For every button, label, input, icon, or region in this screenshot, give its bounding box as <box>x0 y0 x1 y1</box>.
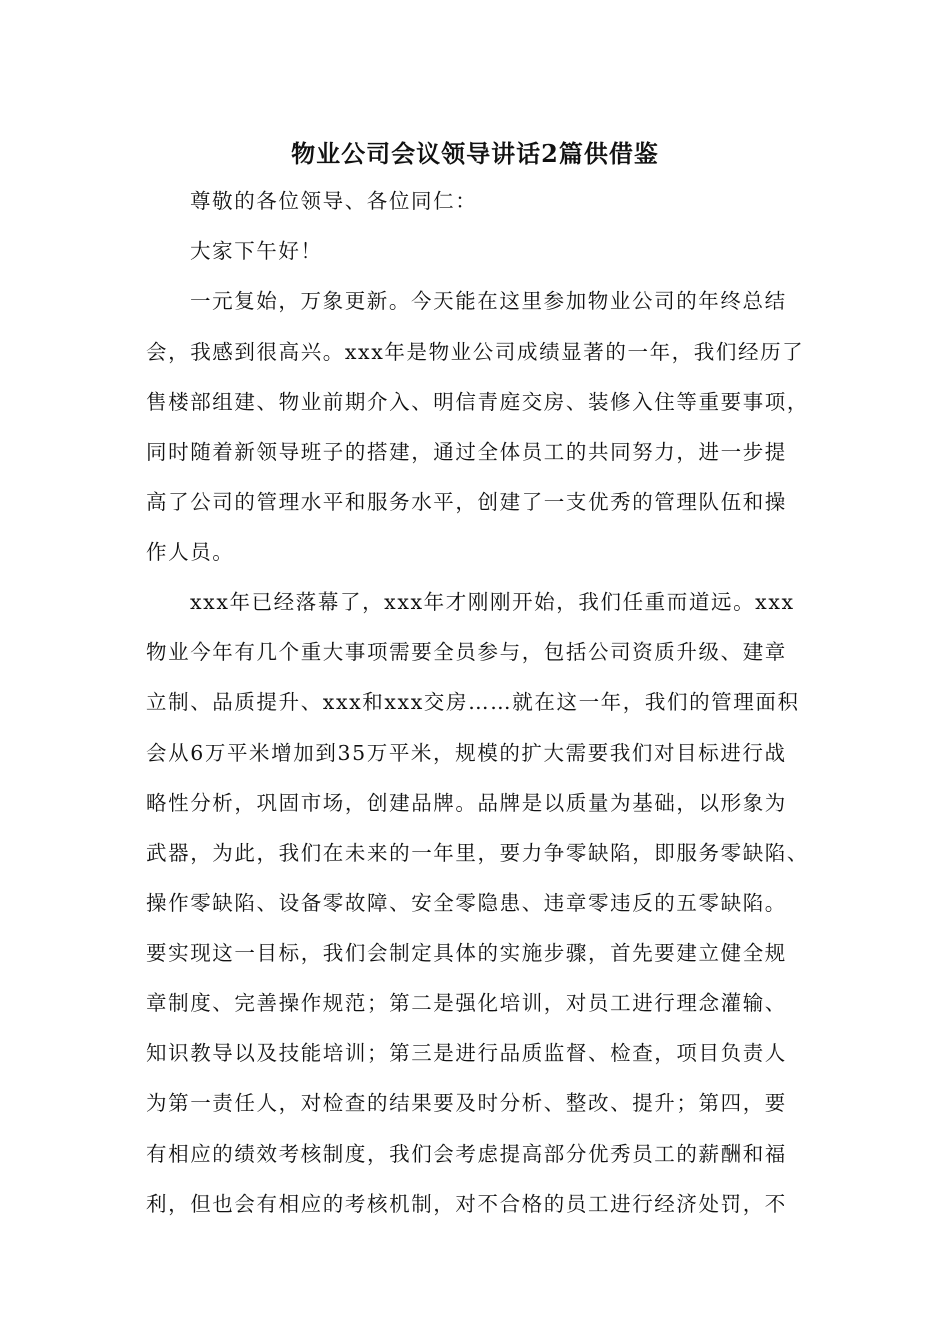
paragraph-2-line: 会从6万平米增加到35万平米，规模的扩大需要我们对目标进行战 <box>146 741 787 765</box>
paragraph-1-line: 高了公司的管理水平和服务水平，创建了一支优秀的管理队伍和操 <box>146 490 787 514</box>
greeting-line: 尊敬的各位领导、各位同仁： <box>190 189 478 213</box>
paragraph-1-line: 同时随着新领导班子的搭建，通过全体员工的共同努力，进一步提 <box>146 440 787 464</box>
document-title: 物业公司会议领导讲话2篇供借鉴 <box>291 139 659 168</box>
paragraph-1-line: 售楼部组建、物业前期介入、明信青庭交房、装修入住等重要事项， <box>146 390 809 414</box>
paragraph-2-line: 为第一责任人，对检查的结果要及时分析、整改、提升；第四，要 <box>146 1091 787 1115</box>
paragraph-2-line: 有相应的绩效考核制度，我们会考虑提高部分优秀员工的薪酬和福 <box>146 1142 787 1166</box>
paragraph-2-line: 武器，为此，我们在未来的一年里，要力争零缺陷，即服务零缺陷、 <box>146 841 809 865</box>
paragraph-2-line: 要实现这一目标，我们会制定具体的实施步骤，首先要建立健全规 <box>146 941 787 965</box>
paragraph-2-line: 知识教导以及技能培训；第三是进行品质监督、检查，项目负责人 <box>146 1041 787 1065</box>
paragraph-2-line: 操作零缺陷、设备零故障、安全零隐患、违章零违反的五零缺陷。 <box>146 891 787 915</box>
paragraph-2-line: xxx年已经落幕了，xxx年才刚刚开始，我们任重而道远。xxx <box>190 590 795 614</box>
paragraph-2-line: 略性分析，巩固市场，创建品牌。品牌是以质量为基础，以形象为 <box>146 791 787 815</box>
paragraph-2-line: 物业今年有几个重大事项需要全员参与，包括公司资质升级、建章 <box>146 640 787 664</box>
paragraph-2-line: 章制度、完善操作规范；第二是强化培训，对员工进行理念灌输、 <box>146 991 787 1015</box>
paragraph-2-line: 利，但也会有相应的考核机制，对不合格的员工进行经济处罚，不 <box>146 1192 787 1216</box>
paragraph-1-line: 作人员。 <box>146 540 235 564</box>
paragraph-1-line: 一元复始，万象更新。今天能在这里参加物业公司的年终总结 <box>190 289 787 313</box>
paragraph-1-line: 会，我感到很高兴。xxx年是物业公司成绩显著的一年，我们经历了 <box>146 340 805 364</box>
salutation-line: 大家下午好！ <box>190 239 323 263</box>
paragraph-2-line: 立制、品质提升、xxx和xxx交房……就在这一年，我们的管理面积 <box>146 690 800 714</box>
